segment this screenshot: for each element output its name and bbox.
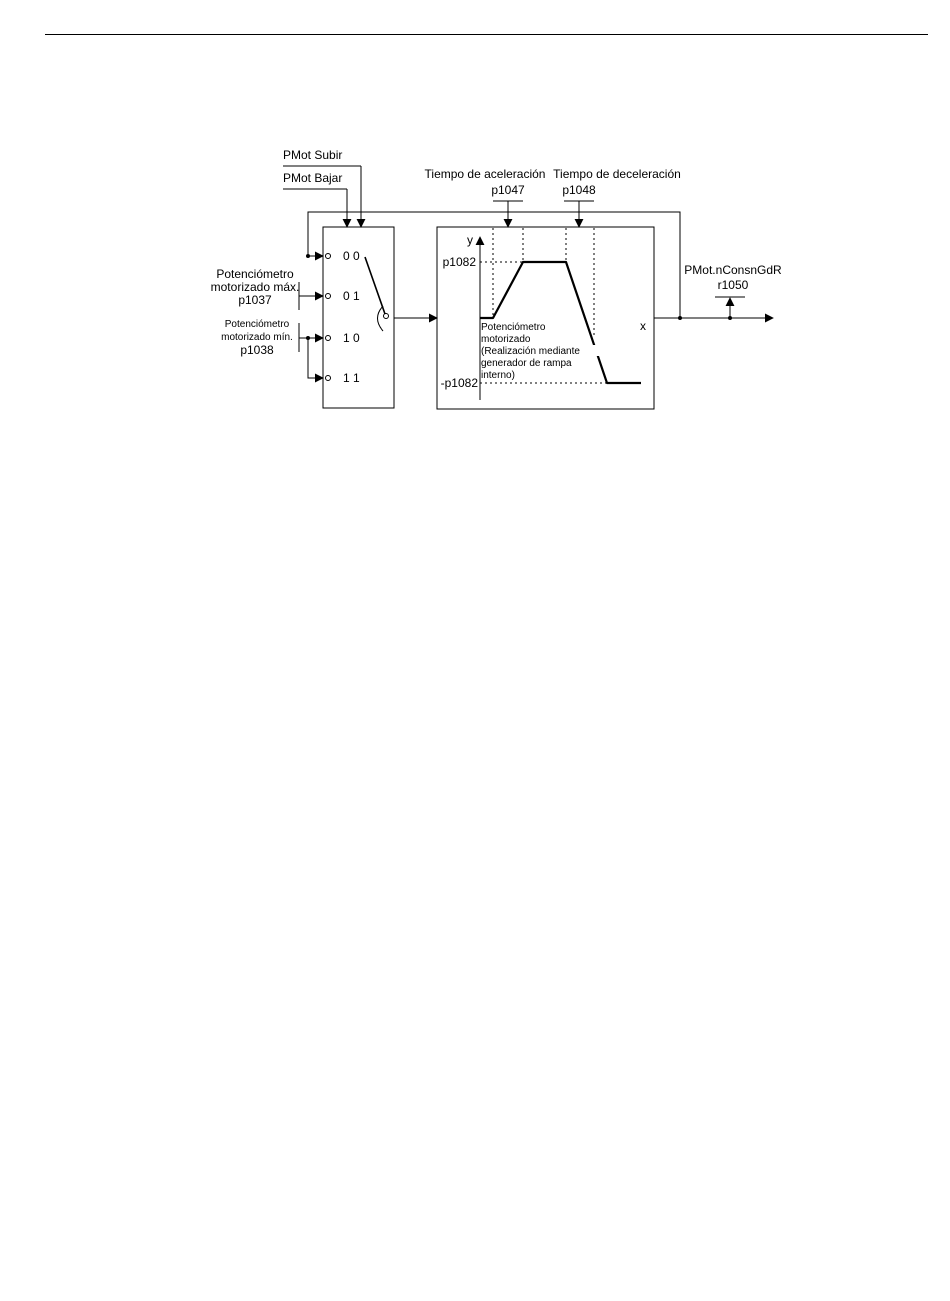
- max-param: p1037: [238, 293, 272, 307]
- feedback-line: [308, 212, 680, 318]
- min-label-line2: motorizado mín.: [221, 332, 293, 343]
- selector-contact-10: [326, 336, 331, 341]
- pmot-down-label: PMot Bajar: [283, 171, 343, 185]
- accel-param: p1047: [491, 183, 525, 197]
- output-feedback-junction: [678, 316, 682, 320]
- ramp-desc-line4: generador de rampa: [481, 358, 572, 369]
- max-label-line2: motorizado máx.: [210, 280, 300, 294]
- max-label-line1: Potenciómetro: [216, 267, 294, 281]
- ramp-desc-line2: motorizado: [481, 334, 531, 345]
- lower-limit-label: -p1082: [440, 376, 478, 390]
- accel-title: Tiempo de aceleración: [424, 167, 546, 181]
- ramp-desc-line5: interno): [481, 370, 515, 381]
- selector-state-11: 1 1: [343, 371, 360, 385]
- selector-state-00: 0 0: [343, 249, 360, 263]
- selector-contact-00: [326, 254, 331, 259]
- selector-contact-01: [326, 294, 331, 299]
- ramp-desc-line1: Potenciómetro: [481, 322, 546, 333]
- input-11-junction: [306, 336, 310, 340]
- selector-pivot: [384, 314, 389, 319]
- output-param: r1050: [717, 278, 749, 292]
- x-axis-label: x: [640, 319, 646, 333]
- y-axis-label: y: [467, 233, 473, 247]
- pmot-up-label: PMot Subir: [283, 148, 343, 162]
- selector-state-10: 1 0: [343, 331, 360, 345]
- decel-title: Tiempo de deceleración: [553, 167, 681, 181]
- selector-arc: [378, 306, 384, 331]
- decel-param: p1048: [562, 183, 596, 197]
- selector-state-01: 0 1: [343, 289, 360, 303]
- ramp-desc-line3: (Realización mediante: [481, 346, 580, 357]
- upper-limit-label: p1082: [442, 255, 476, 269]
- min-param: p1038: [240, 343, 274, 357]
- input-11-arrow: [308, 338, 323, 378]
- selector-contact-11: [326, 376, 331, 381]
- selector-lever: [365, 257, 385, 314]
- output-name: PMot.nConsnGdR: [684, 263, 782, 277]
- min-label-line1: Potenciómetro: [224, 319, 290, 330]
